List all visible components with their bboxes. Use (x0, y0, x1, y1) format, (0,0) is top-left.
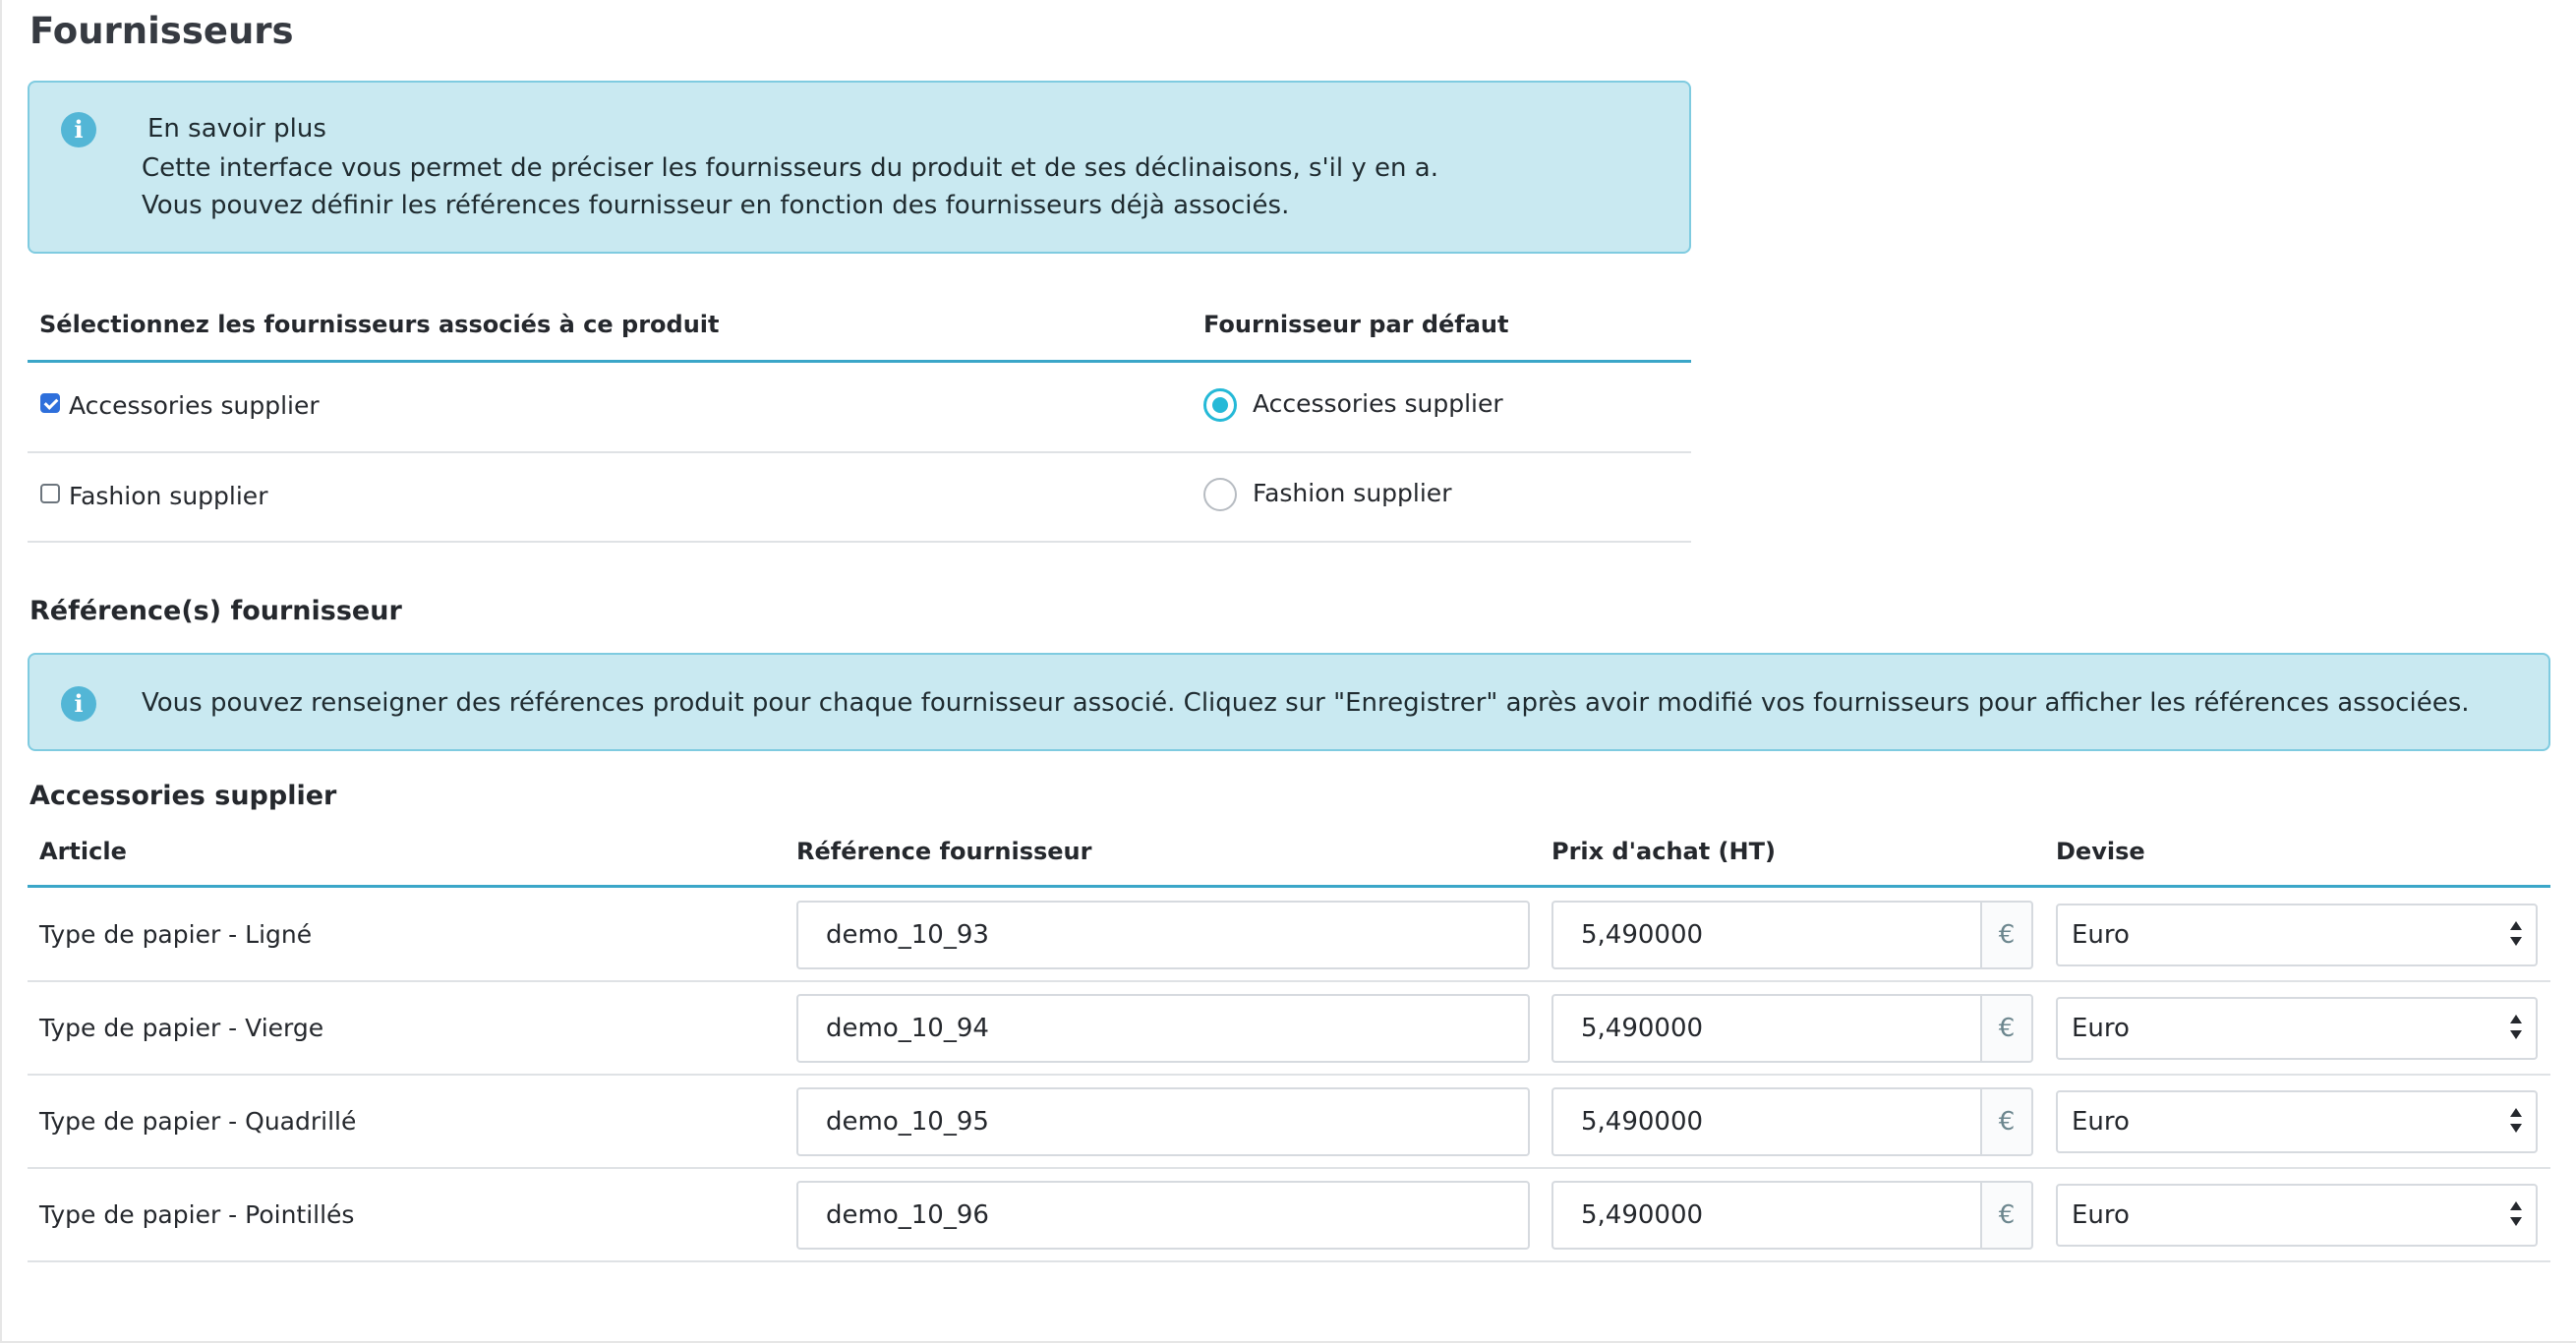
select-arrows-icon (2508, 1015, 2524, 1042)
page-title: Fournisseurs (29, 10, 294, 52)
supplier-label: Accessories supplier (69, 391, 320, 420)
info-icon: i (61, 686, 96, 722)
euro-icon: € (1980, 1181, 2033, 1250)
references-alert-text: Vous pouvez renseigner des références produit pour chaque fournisseur associé. Cliquez sur "Enregistrer" après avoir modifié vos fournisseurs pour afficher les références associées. (142, 688, 2470, 718)
supplier-checkbox-accessories[interactable] (40, 393, 60, 413)
supplier-checkbox-fashion[interactable] (40, 484, 60, 503)
currency-select[interactable] (2056, 1090, 2538, 1153)
article-name: Type de papier - Pointillés (39, 1200, 355, 1229)
default-radio-accessories[interactable] (1203, 388, 1237, 422)
supplier-reference-input[interactable]: demo_10_93 (796, 901, 1530, 969)
supplier-reference-input[interactable]: demo_10_95 (796, 1087, 1530, 1156)
supplier-label: Fashion supplier (69, 482, 268, 510)
table-header-divider (28, 885, 2550, 888)
currency-select[interactable] (2056, 1184, 2538, 1247)
info-alert-title: En savoir plus (147, 114, 326, 144)
table-header-divider (28, 360, 1691, 363)
currency-select[interactable] (2056, 904, 2538, 966)
purchase-price-input[interactable]: 5,490000 (1551, 1087, 1980, 1156)
row-divider (28, 1074, 2550, 1076)
row-divider (28, 541, 1691, 543)
select-arrows-icon (2508, 1108, 2524, 1136)
col-price: Prix d'achat (HT) (1551, 838, 1776, 865)
article-name: Type de papier - Quadrillé (39, 1107, 357, 1136)
col-reference: Référence fournisseur (796, 838, 1092, 865)
currency-selected-value: Euro (2072, 920, 2130, 950)
purchase-price-group (1551, 1181, 2033, 1250)
purchase-price-input[interactable]: 5,490000 (1551, 901, 1980, 969)
euro-icon: € (1980, 1087, 2033, 1156)
col-default-supplier: Fournisseur par défaut (1203, 311, 1509, 338)
row-divider (28, 1167, 2550, 1169)
references-info-alert (28, 653, 2550, 751)
col-article: Article (39, 838, 127, 865)
supplier-section-name: Accessories supplier (29, 781, 337, 811)
purchase-price-group (1551, 901, 2033, 969)
references-title: Référence(s) fournisseur (29, 596, 402, 626)
default-radio-fashion[interactable] (1203, 478, 1237, 511)
col-select-suppliers: Sélectionnez les fournisseurs associés à ce produit (39, 311, 720, 338)
info-alert-line-1: Cette interface vous permet de préciser les fournisseurs du produit et de ses déclinaisons, s'il y en a. (142, 153, 1438, 183)
euro-icon: € (1980, 994, 2033, 1063)
supplier-reference-input[interactable]: demo_10_96 (796, 1181, 1530, 1250)
info-icon: i (61, 112, 96, 147)
article-name: Type de papier - Ligné (39, 920, 313, 949)
row-divider (28, 451, 1691, 453)
currency-selected-value: Euro (2072, 1107, 2130, 1137)
col-currency: Devise (2056, 838, 2145, 865)
purchase-price-group (1551, 994, 2033, 1063)
purchase-price-input[interactable]: 5,490000 (1551, 1181, 1980, 1250)
row-divider (28, 980, 2550, 982)
default-supplier-label: Fashion supplier (1253, 479, 1452, 507)
currency-select[interactable] (2056, 997, 2538, 1060)
currency-selected-value: Euro (2072, 1200, 2130, 1230)
select-arrows-icon (2508, 921, 2524, 949)
purchase-price-group (1551, 1087, 2033, 1156)
purchase-price-input[interactable]: 5,490000 (1551, 994, 1980, 1063)
currency-selected-value: Euro (2072, 1014, 2130, 1043)
default-supplier-label: Accessories supplier (1253, 389, 1503, 418)
info-alert (28, 81, 1691, 254)
row-divider (28, 1260, 2550, 1262)
info-alert-line-2: Vous pouvez définir les références fournisseur en fonction des fournisseurs déjà associés. (142, 191, 1290, 220)
euro-icon: € (1980, 901, 2033, 969)
article-name: Type de papier - Vierge (39, 1014, 324, 1042)
select-arrows-icon (2508, 1201, 2524, 1229)
supplier-reference-input[interactable]: demo_10_94 (796, 994, 1530, 1063)
